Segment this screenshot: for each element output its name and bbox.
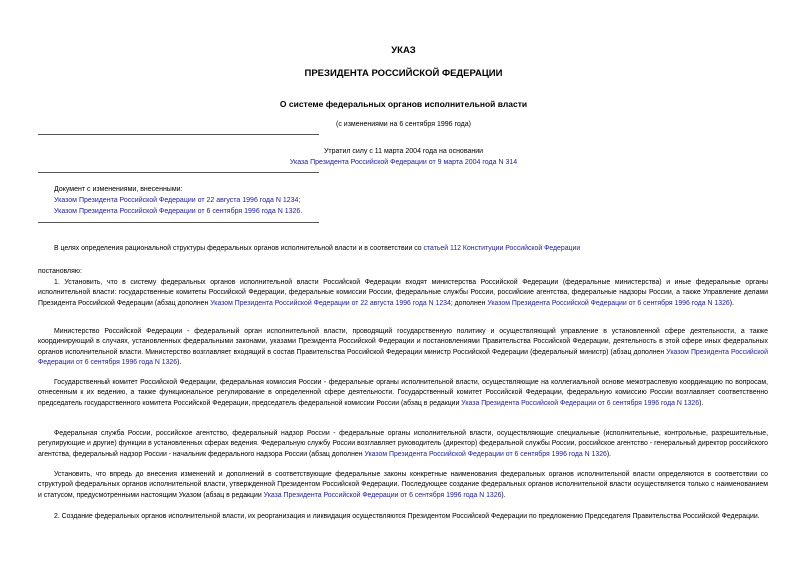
amend-link-1326[interactable]: Указом Президента Российской Федерации от 6 сентября 1996 года N 1326 bbox=[487, 299, 730, 307]
lost-force-link[interactable]: Указа Президента Российской Федерации от 9 марта 2004 года N 314 bbox=[289, 159, 518, 166]
paragraph-text: ). bbox=[501, 491, 506, 499]
change-link-1234[interactable]: Указом Президента Российской Федерации от 22 августа 1996 года N 1234; bbox=[54, 197, 301, 204]
document-name: О системе федеральных органов исполнительной власти bbox=[279, 99, 528, 109]
paragraph-6: 2. Создание федеральных органов исполнительной власти, их реорганизация и ликвидация осуществляются Президентом Российской Федерации по предложению Председателя Правительства Российской Федерации. bbox=[54, 513, 760, 520]
amend-link-1326[interactable]: Указа Президента Российской Федерации от 6 сентября 1996 года N 1326 bbox=[461, 399, 700, 407]
lost-force-notice bbox=[0, 146, 807, 168]
divider bbox=[38, 134, 319, 135]
paragraph-text: ). bbox=[177, 358, 182, 366]
decree-word: постановляю: bbox=[38, 268, 82, 275]
document-changes-label: Документ с изменениями, внесенными: bbox=[54, 186, 183, 193]
constitution-link[interactable]: статьей 112 Конституции Российской Федерации bbox=[423, 245, 581, 252]
paragraph-text: ). bbox=[606, 450, 612, 458]
divider bbox=[38, 222, 319, 223]
amend-link-1326[interactable]: Указом Президента Российской Федерации от 6 сентября 1996 года N 1326 bbox=[364, 450, 607, 458]
paragraph-2 bbox=[38, 327, 768, 368]
preamble-text: В целях определения рациональной структуры федеральных органов исполнительной власти и в соответствии со bbox=[54, 245, 424, 252]
paragraph-4 bbox=[38, 429, 768, 460]
paragraph-text: Министерство Российской Федерации - федеральный орган исполнительной власти, проводящий государственную политику и осуществляющий управление в установленной сфере деятельности, а также координирующий в случаях, установленных федеральными законами, указами Президента Российской Федерации и постановлениями Правительства Российской Федерации, деятельность в этой сфере иных федеральных органов исполнительной власти. Министерство возглавляет входящий в состав Правительства Российской Федерации министр Российской Федерации (федеральный министр) (абзац дополнен bbox=[38, 328, 768, 356]
amend-link-1326[interactable]: Указа Президента Российской Федерации от 6 сентября 1996 года N 1326 bbox=[263, 491, 502, 499]
lost-force-text: Утратил силу с 11 марта 2004 года на основании bbox=[323, 148, 484, 155]
paragraph-5 bbox=[38, 470, 768, 501]
paragraph-text: Федеральная служба России, российское агентство, федеральный надзор России - федеральные органы исполнительной власти, осуществляющие специальные (исполнительные, контрольные, разрешительные, регулирующие и другие) функции в установленных сферах ведения. Федеральную службу России возглавляет руководитель (директор) федеральной службы России, российское агентство - генеральный директор российского агентства, федеральный надзор России - начальник федерального надзора России (абзац дополнен bbox=[38, 430, 768, 458]
document-changes bbox=[54, 184, 302, 217]
paragraph-text: Установить, что впредь до внесения изменений и дополнений в соответствующие федеральные законы конкретные наименования федеральных органов исполнительной власти определяются в соответствии со структурой федеральных органов исполнительной власти, утвержденной Президентом Российской Федерации. Последующее создание федеральных органов исполнительной власти осуществляется только с наименованием и статусом, предусмотренными настоящим Указом (абзац в редакции bbox=[38, 471, 768, 499]
amend-link-1234[interactable]: Указом Президента Российской Федерации от 22 августа 1996 года N 1234 bbox=[210, 299, 451, 307]
change-link-1326[interactable]: Указом Президента Российской Федерации от 6 сентября 1996 года N 1326. bbox=[54, 208, 303, 215]
decree-title: УКАЗ bbox=[391, 45, 416, 56]
amend-link-1326[interactable]: Указом Президента Российской Федерации от 6 сентября 1996 года N 1326 bbox=[38, 348, 768, 366]
paragraph-text: 1. Установить, что в систему федеральных органов исполнительной власти Российской Федерации входят министерства Российской Федерации (федеральные министерства) и иные федеральные органы исполнительной власти: государственные комитеты Российской Федерации, федеральные комиссии России, федеральные службы России, российские агентства, федеральные надзоры России, а также Управление делами Президента Российской Федерации (абзац дополнен bbox=[38, 279, 768, 307]
paragraph-text: ; дополнен bbox=[450, 299, 488, 307]
paragraph-text: Государственный комитет Российской Федерации, федеральная комиссия России - федеральные органы исполнительной власти, осуществляющие на коллегиальной основе межотраслевую координацию по вопросам, отнесенным к их ведению, а также функциональное регулирование в определенной сфере деятельности. Государственный комитет Российской Федерации, федеральную комиссию России возглавляет соответственно председатель государственного комитета Российской Федерации, председатель федеральной комиссии России (абзац в редакции bbox=[38, 379, 768, 407]
preamble bbox=[38, 244, 768, 254]
paragraph-3 bbox=[38, 378, 768, 409]
decree-subtitle: ПРЕЗИДЕНТА РОССИЙСКОЙ ФЕДЕРАЦИИ bbox=[304, 68, 503, 79]
amendment-note: (с изменениями на 6 сентября 1996 года) bbox=[336, 121, 471, 128]
paragraph-text: ). bbox=[699, 399, 704, 407]
divider bbox=[38, 172, 319, 173]
paragraph-1 bbox=[38, 278, 768, 309]
paragraph-text: ). bbox=[729, 299, 734, 307]
